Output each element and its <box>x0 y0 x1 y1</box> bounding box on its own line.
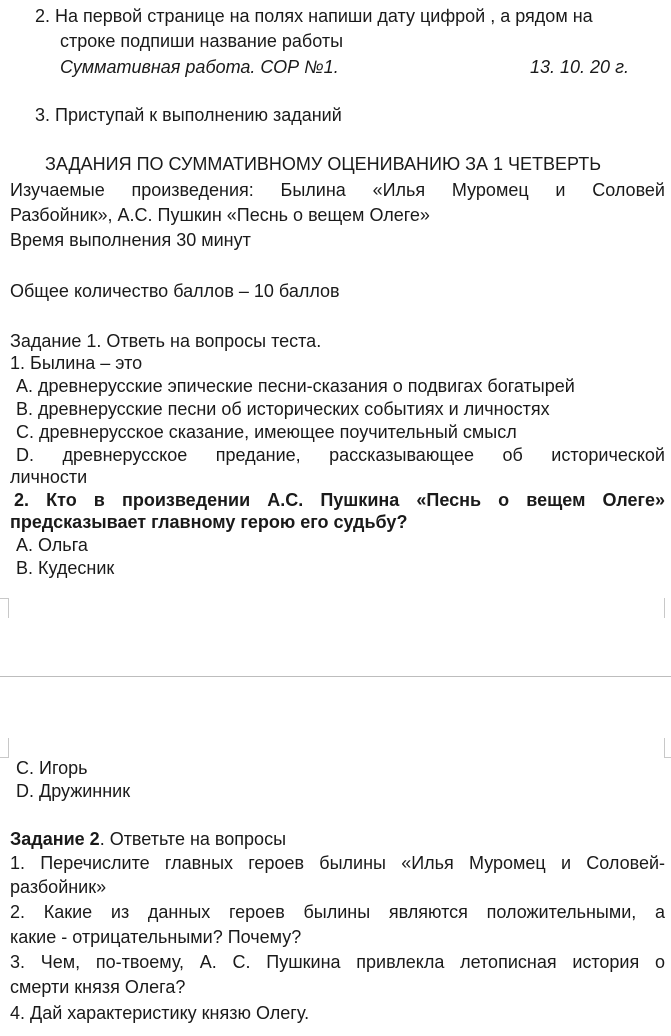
page-corner-mark <box>0 757 9 758</box>
page-corner-mark <box>8 598 9 618</box>
page-corner-mark <box>664 757 671 758</box>
q1-option-b: В. древнерусские песни об исторических событиях и личностях <box>16 399 550 419</box>
page-title: ЗАДАНИЯ ПО СУММАТИВНОМУ ОЦЕНИВАНИЮ ЗА 1 ЧЕТВЕРТЬ <box>45 154 602 174</box>
task2-line-1: 1. Перечислите главных героев былины «Илья Муромец и Соловей- <box>10 853 665 873</box>
instruction-2-line1: 2. На первой странице на полях напиши дату цифрой , а рядом на <box>35 6 593 26</box>
q2-option-a: А. Ольга <box>16 535 88 555</box>
work-name: Суммативная работа. СОР №1. <box>60 57 339 77</box>
question-1: 1. Былина – это <box>10 353 143 373</box>
task1-title: Задание 1. Ответь на вопросы теста. <box>10 331 322 351</box>
task2-line-7: 4. Дай характеристику князю Олегу. <box>10 1003 310 1023</box>
task2-line-2: разбойник» <box>10 877 107 897</box>
studied-works-line1: Изучаемые произведения: Былина «Илья Муромец и Соловей <box>10 180 665 200</box>
question-2-line1: 2. Кто в произведении А.С. Пушкина «Песнь о вещем Олеге» <box>14 490 665 510</box>
task2-title-rest: . Ответьте на вопросы <box>99 829 287 849</box>
total-score: Общее количество баллов – 10 баллов <box>10 281 340 301</box>
task2-line-5: 3. Чем, по-твоему, А. С. Пушкина привлекла летописная история о <box>10 952 665 972</box>
task2-title-bold: Задание 2 <box>10 829 100 849</box>
page-corner-mark <box>664 738 665 758</box>
instruction-3: 3. Приступай к выполнению заданий <box>35 105 342 125</box>
q2-option-c: С. Игорь <box>16 758 88 778</box>
page-corner-mark <box>8 738 9 758</box>
q1-option-a: А. древнерусские эпические песни-сказания о подвигах богатырей <box>16 376 575 396</box>
instruction-2-line2: строке подпиши название работы <box>60 31 344 51</box>
studied-works-line2: Разбойник», А.С. Пушкин «Песнь о вещем Олеге» <box>10 205 430 225</box>
time-limit: Время выполнения 30 минут <box>10 230 251 250</box>
q1-option-d-cont: личности <box>10 467 88 487</box>
q2-option-d: D. Дружинник <box>16 781 131 801</box>
task2-line-3: 2. Какие из данных героев былины являются положительными, а <box>10 902 665 922</box>
task2-line-4: какие - отрицательными? Почему? <box>10 927 302 947</box>
page-break-divider <box>0 676 671 677</box>
q1-option-d: D. древнерусское предание, рассказывающее об исторической <box>16 445 665 465</box>
question-2-line2: предсказывает главному герою его судьбу? <box>10 512 408 532</box>
work-date: 13. 10. 20 г. <box>530 57 629 77</box>
task2-line-6: смерти князя Олега? <box>10 977 186 997</box>
task2-title <box>10 828 286 850</box>
q1-option-c: С. древнерусское сказание, имеющее поучительный смысл <box>16 422 517 442</box>
page-corner-mark <box>0 598 9 599</box>
q2-option-b: В. Кудесник <box>16 558 115 578</box>
page-corner-mark <box>664 598 665 618</box>
